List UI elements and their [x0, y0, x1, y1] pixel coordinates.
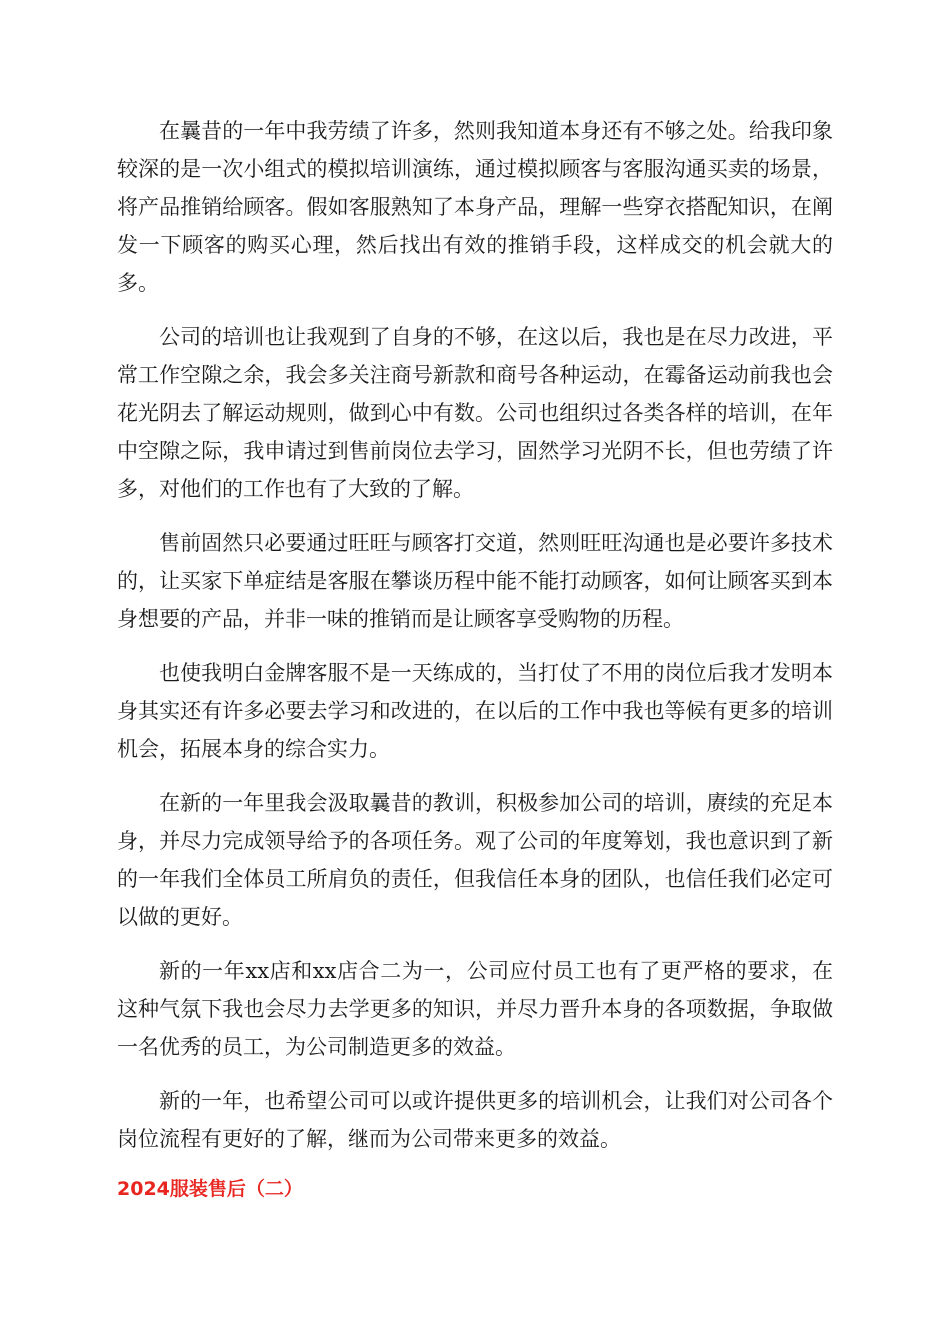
paragraph-6: 新的一年xx店和xx店合二为一，公司应付员工也有了更严格的要求，在这种气氛下我也会尽力去学更多的知识，并尽力晋升本身的各项数据，争取做一名优秀的员工，为公司制造更多的效益。	[117, 959, 833, 1059]
paragraph-1: 在曩昔的一年中我劳绩了许多，然则我知道本身还有不够之处。给我印象较深的是一次小组式的模拟培训演练，通过模拟顾客与客服沟通买卖的场景，将产品推销给顾客。假如客服熟知了本身产品，理解一些穿衣搭配知识，在阐发一下顾客的购买心理，然后找出有效的推销手段，这样成交的机会就大的多。	[117, 119, 833, 295]
paragraph-2: 公司的培训也让我观到了自身的不够，在这以后，我也是在尽力改进，平常工作空隙之余，我会多关注商号新款和商号各种运动，在霉备运动前我也会花光阴去了解运动规则，做到心中有数。公司也组织过各类各样的培训，在年中空隙之际，我申请过到售前岗位去学习，固然学习光阴不长，但也劳绩了许多，对他们的工作也有了大致的了解。	[117, 325, 833, 501]
paragraph-3: 售前固然只必要通过旺旺与顾客打交道，然则旺旺沟通也是必要许多技术的，让买家下单症结是客服在攀谈历程中能不能打动顾客，如何让顾客买到本身想要的产品，并非一味的推销而是让顾客享受购物的历程。	[117, 531, 833, 631]
paragraph-5: 在新的一年里我会汲取曩昔的教训，积极参加公司的培训，赓续的充足本身，并尽力完成领导给予的各项任务。观了公司的年度筹划，我也意识到了新的一年我们全体员工所肩负的责任，但我信任本身的团队，也信任我们必定可以做的更好。	[117, 791, 833, 929]
paragraph-4: 也使我明白金牌客服不是一天练成的，当打仗了不用的岗位后我才发明本身其实还有许多必要去学习和改进的，在以后的工作中我也等候有更多的培训机会，拓展本身的综合实力。	[117, 661, 833, 761]
section-heading: 2024服装售后（二）	[117, 1178, 303, 1200]
document-body	[117, 112, 833, 1204]
paragraph-7: 新的一年，也希望公司可以或许提供更多的培训机会，让我们对公司各个岗位流程有更好的了解，继而为公司带来更多的效益。	[117, 1089, 833, 1151]
